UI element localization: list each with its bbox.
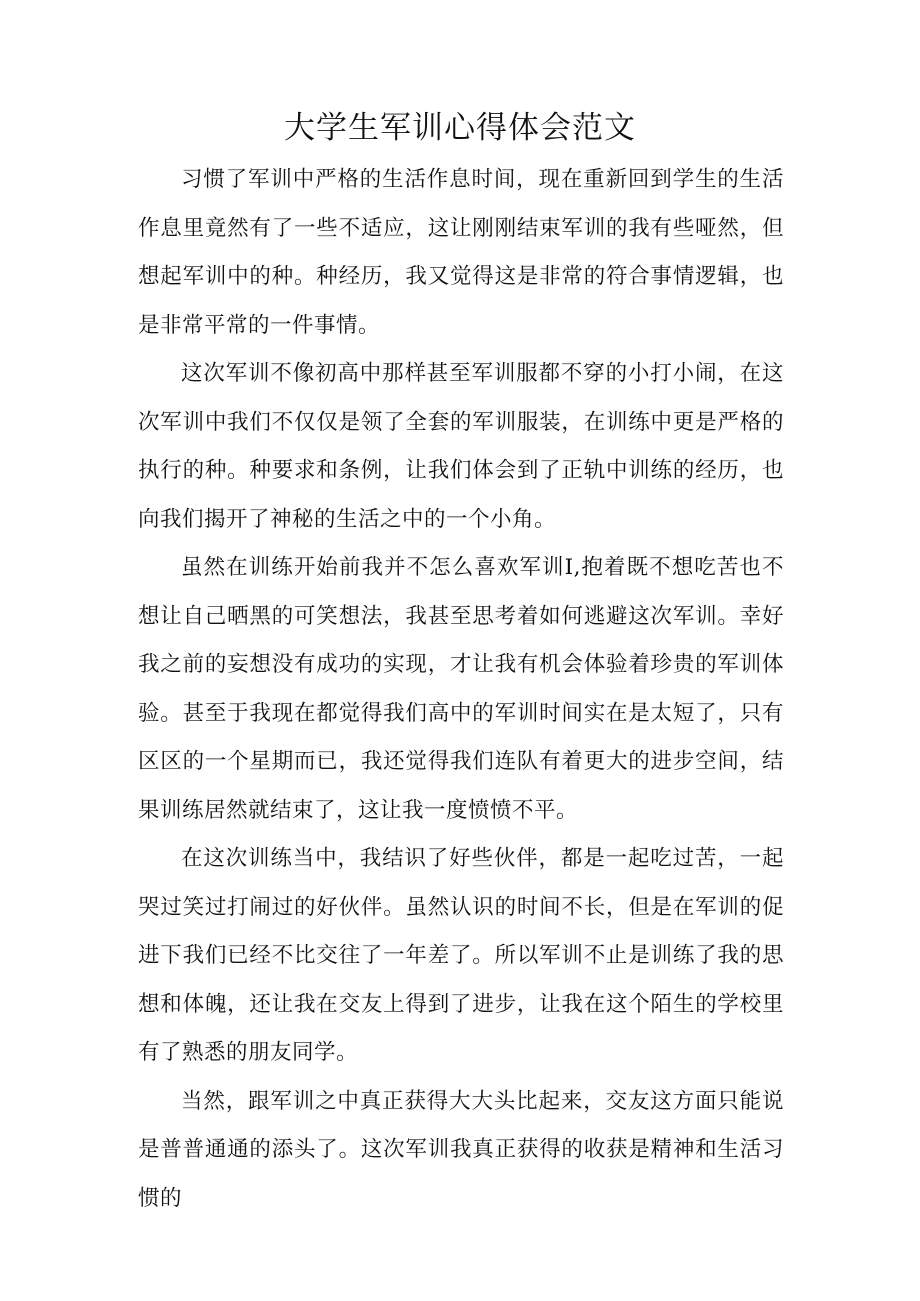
paragraph-1: 习惯了军训中严格的生活作息时间，现在重新回到学生的生活作息里竟然有了一些不适应，这让刚刚结束军训的我有些哑然，但想起军训中的种。种经历，我又觉得这是非常的符合事情逻辑，也是非常平常的一件事情。 [138,167,784,338]
paragraph-3: 虽然在训练开始前我并不怎么喜欢军训I,抱着既不想吃苦也不想让自己晒黑的可笑想法，我甚至思考着如何逃避这次军训。幸好我之前的妄想没有成功的实现，才让我有机会体验着珍贵的军训体验。甚至于我现在都觉得我们高中的军训时间实在是太短了，只有区区的一个星期而已，我还觉得我们连队有着更大的进步空间，结果训练居然就结束了，这让我一度愤愤不平。 [138,555,784,823]
paragraph-4: 在这次训练当中，我结识了好些伙伴，都是一起吃过苦，一起哭过笑过打闹过的好伙伴。虽然认识的时间不长，但是在军训的促进下我们已经不比交往了一年差了。所以军训不止是训练了我的思想和体魄，还让我在交友上得到了进步，让我在这个陌生的学校里有了熟悉的朋友同学。 [138,846,784,1065]
paragraph-2: 这次军训不像初高中那样甚至军训服都不穿的小打小闹，在这次军训中我们不仅仅是领了全套的军训服装，在训练中更是严格的执行的种。种要求和条例，让我们体会到了正轨中训练的经历，也向我们揭开了神秘的生活之中的一个小角。 [138,361,784,532]
paragraph-5: 当然，跟军训之中真正获得大大头比起来，交友这方面只能说是普普通通的添头了。这次军训我真正获得的收获是精神和生活习惯的 [138,1088,784,1211]
document-title: 大学生军训心得体会范文 [284,110,636,146]
document-body [138,156,784,1223]
